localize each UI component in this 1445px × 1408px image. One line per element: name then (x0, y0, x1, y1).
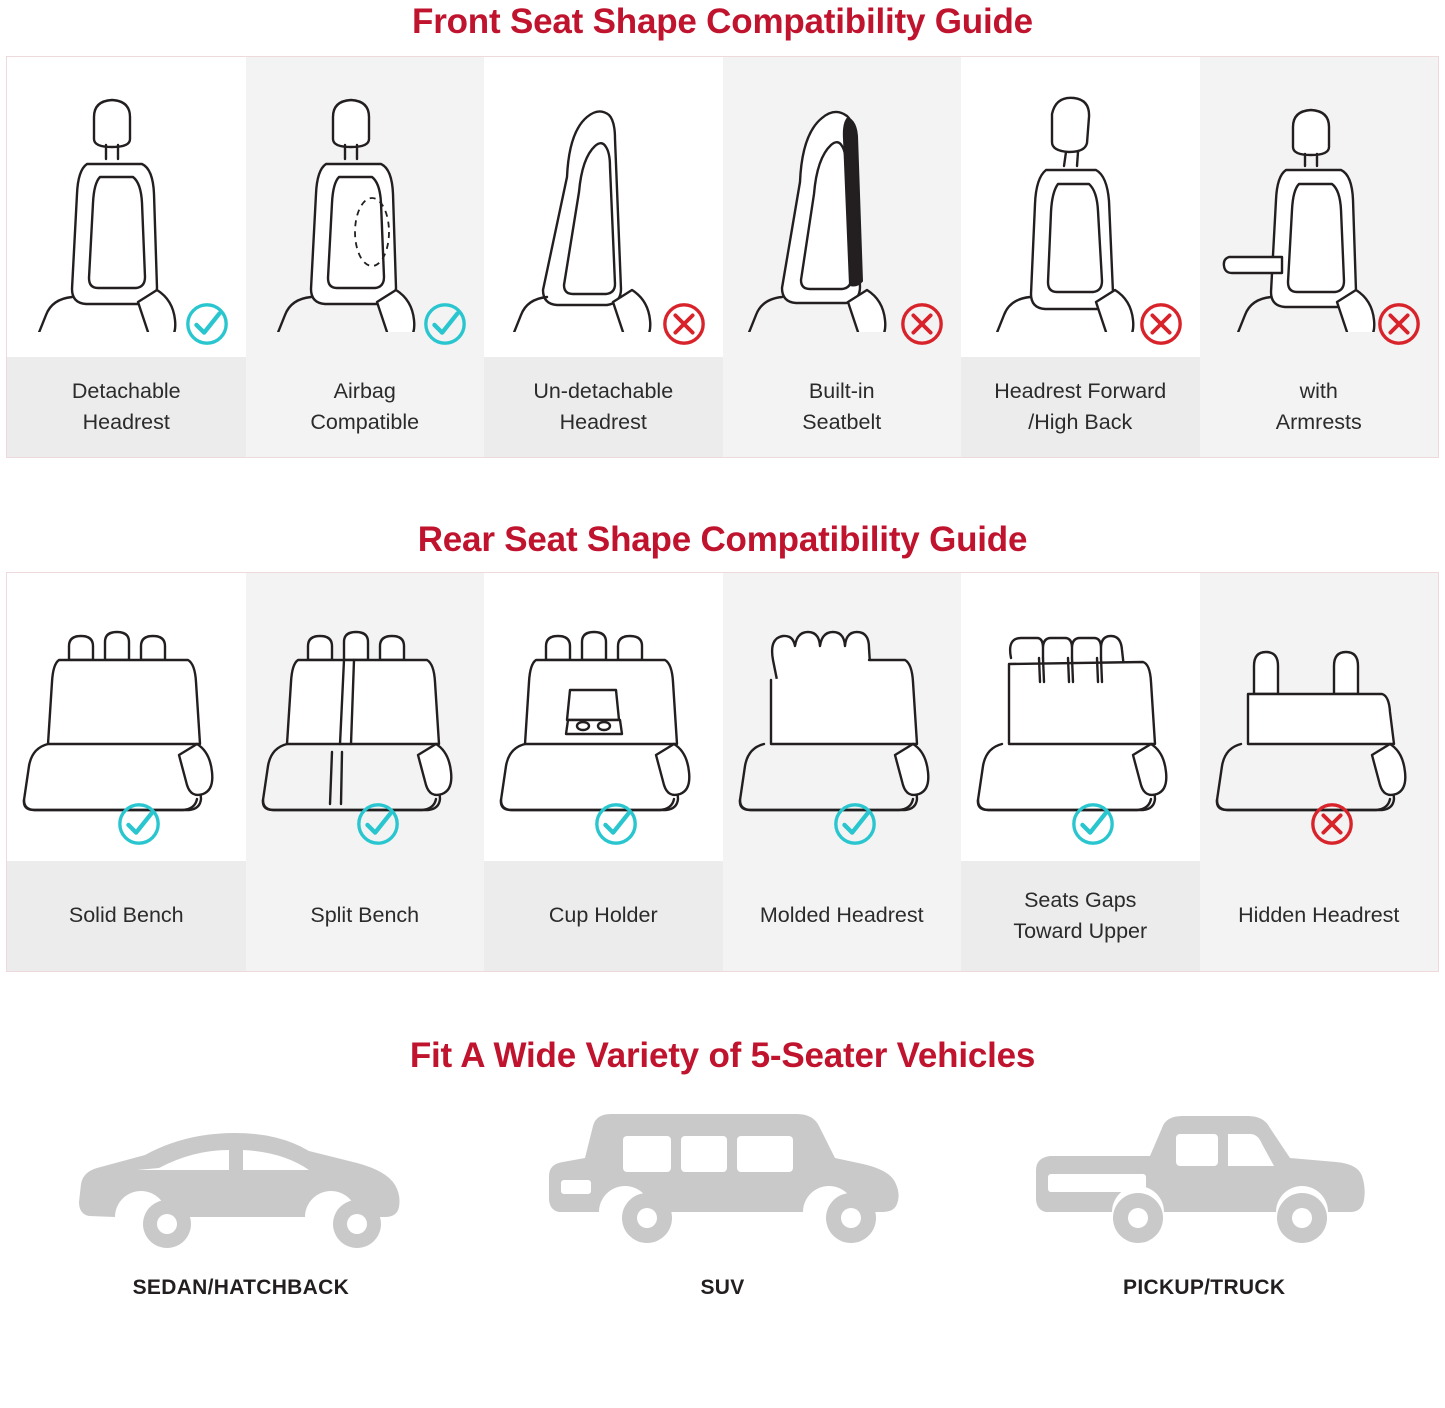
front-label-line1: Detachable (71, 378, 181, 403)
front-item-label (723, 357, 962, 457)
front-seat-illustration-airbag-compatible (246, 57, 485, 357)
front-label-line1: Un-detachable (533, 378, 674, 403)
rear-item-label (723, 861, 962, 971)
rear-item-label (1200, 861, 1439, 971)
cross-circle-icon (1376, 301, 1422, 347)
vehicle-types-row (0, 1094, 1445, 1300)
check-circle-icon (832, 801, 878, 847)
rear-item-label (484, 861, 723, 971)
front-item-label (961, 357, 1200, 457)
front-item-label (7, 357, 246, 457)
rear-item-hidden-headrest (1200, 573, 1439, 971)
check-circle-icon (1070, 801, 1116, 847)
front-item-label (1200, 357, 1439, 457)
suv-icon (543, 1094, 903, 1254)
vehicle-type-label: SUV (700, 1276, 745, 1299)
rear-item-label (7, 861, 246, 971)
vehicle-type-label: PICKUP/TRUCK (1123, 1276, 1286, 1299)
check-circle-icon (593, 801, 639, 847)
front-seat-illustration-headrest-forward (961, 57, 1200, 357)
rear-item-cup-holder (484, 573, 723, 971)
rear-item-label (246, 861, 485, 971)
front-item-with-armrests (1200, 57, 1439, 457)
front-label-line1: Headrest Forward (994, 378, 1167, 403)
front-item-un-detachable-headrest (484, 57, 723, 457)
front-label-line1: Built-in (808, 378, 875, 403)
rear-label-line1: Molded Headrest (759, 903, 924, 928)
front-item-label (246, 357, 485, 457)
front-seat-illustration-built-in-seatbelt (723, 57, 962, 357)
front-item-airbag-compatible (246, 57, 485, 457)
rear-item-solid-bench (7, 573, 246, 971)
front-label-line1: Airbag (333, 378, 396, 403)
cross-circle-icon (899, 301, 945, 347)
rear-label-line1: Hidden Headrest (1238, 903, 1400, 928)
rear-seat-illustration-split-bench (246, 573, 485, 861)
sedan-icon (71, 1094, 411, 1254)
check-circle-icon (116, 801, 162, 847)
rear-seat-illustration-seats-gaps (961, 573, 1200, 861)
front-section-title: Front Seat Shape Compatibility Guide (412, 2, 1033, 41)
rear-seat-illustration-hidden-headrest (1200, 573, 1439, 861)
vehicle-type-label: SEDAN/HATCHBACK (132, 1276, 350, 1299)
vehicle-type-pickup (963, 1094, 1445, 1300)
front-seat-illustration-with-armrests (1200, 57, 1439, 357)
front-label-line2: Seatbelt (802, 410, 882, 434)
front-seat-illustration-un-detachable-headrest (484, 57, 723, 357)
front-item-built-in-seatbelt (723, 57, 962, 457)
vehicles-section-title: Fit A Wide Variety of 5-Seater Vehicles (409, 1036, 1036, 1075)
rear-item-seats-gaps-toward-upper (961, 573, 1200, 971)
rear-label-line1: Seats Gaps (1024, 887, 1137, 912)
front-seat-illustration-detachable-headrest (7, 57, 246, 357)
vehicle-type-suv (482, 1094, 964, 1300)
rear-seat-illustration-solid-bench (7, 573, 246, 861)
cross-circle-icon (661, 301, 707, 347)
vehicle-type-sedan (0, 1094, 482, 1300)
front-label-line2: Headrest (82, 410, 170, 434)
rear-seat-illustration-molded-headrest (723, 573, 962, 861)
front-label-line2: /High Back (1028, 410, 1133, 434)
rear-label-line1: Cup Holder (548, 903, 658, 928)
check-circle-icon (355, 801, 401, 847)
rear-label-line2: Toward Upper (1013, 919, 1148, 943)
check-circle-icon (422, 301, 468, 347)
front-compatibility-table (6, 56, 1439, 458)
front-item-headrest-forward-high-back (961, 57, 1200, 457)
cross-circle-icon (1138, 301, 1184, 347)
front-item-label (484, 357, 723, 457)
rear-item-molded-headrest (723, 573, 962, 971)
front-label-line1: with (1299, 378, 1338, 403)
rear-seat-illustration-cup-holder (484, 573, 723, 861)
front-label-line2: Compatible (310, 410, 420, 434)
rear-label-line1: Solid Bench (68, 903, 184, 928)
front-label-line2: Armrests (1275, 410, 1362, 434)
cross-circle-icon (1309, 801, 1355, 847)
check-circle-icon (184, 301, 230, 347)
front-label-line2: Headrest (559, 410, 647, 434)
rear-item-split-bench (246, 573, 485, 971)
rear-item-label (961, 861, 1200, 971)
rear-section-title: Rear Seat Shape Compatibility Guide (417, 520, 1028, 559)
front-item-detachable-headrest (7, 57, 246, 457)
pickup-truck-icon (1034, 1094, 1374, 1254)
rear-label-line1: Split Bench (310, 903, 420, 928)
rear-compatibility-table (6, 572, 1439, 972)
